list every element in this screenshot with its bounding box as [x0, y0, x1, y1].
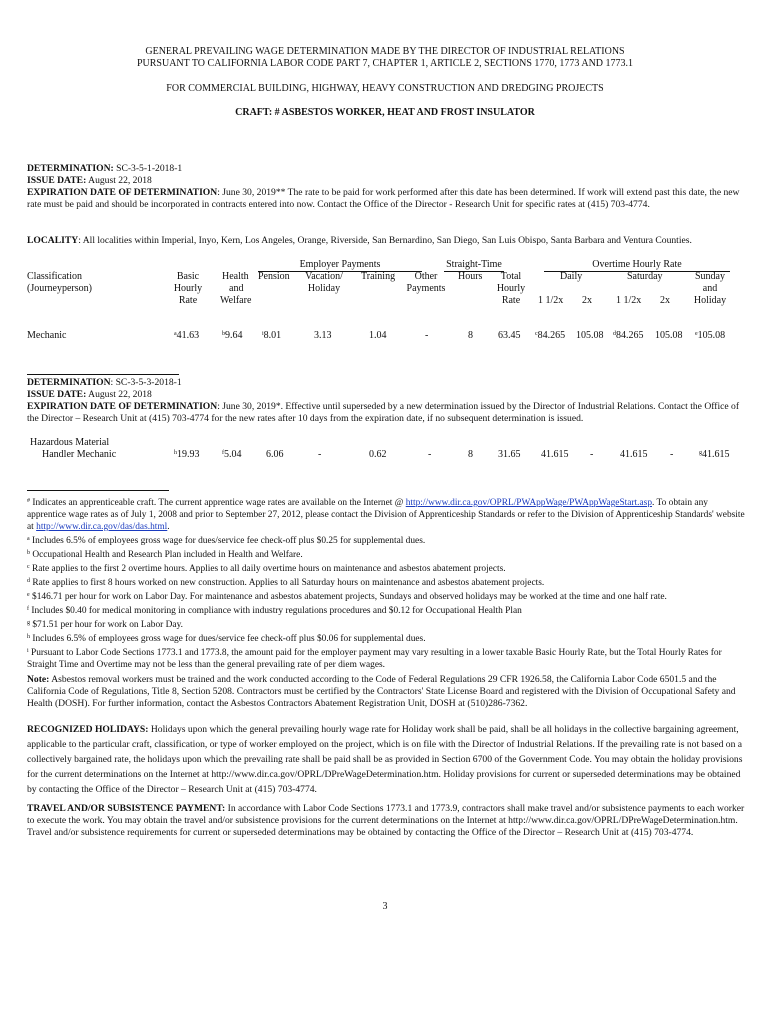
- col-classification: Classification: [27, 271, 82, 282]
- craft-title: CRAFT: # ASBESTOS WORKER, HEAT AND FROST INSULATOR: [235, 107, 535, 118]
- row-mechanic-pension: $^i$8.01: [262, 330, 282, 341]
- col-other: Other: [414, 271, 438, 282]
- locality-block: [27, 235, 745, 247]
- locality-text: : All localities within Imperial, Inyo, Kern, Los Angeles, Orange, Riverside, San Bernardino, San Diego, San Luis Obispo, Santa Barbara and Ventura Counties.: [78, 235, 692, 246]
- expiration-label: EXPIRATION DATE OF DETERMINATION: [27, 187, 218, 198]
- row-mechanic-total: 63.45: [498, 330, 521, 341]
- group-straight-time: Straight-Time: [446, 259, 502, 270]
- col-welfare: Welfare: [220, 295, 252, 306]
- row-hazmat-vacation: -: [318, 449, 322, 460]
- group-employer-payments: Employer Payments: [299, 259, 381, 270]
- col-daily-1-5x: 1 1/2x: [538, 295, 564, 306]
- col-hourly: Hourly: [173, 283, 203, 294]
- row-mechanic-daily-1-5x: $^c$84.265: [535, 330, 566, 341]
- col-sunday-and: and: [702, 283, 718, 294]
- separator-line: [27, 374, 179, 375]
- col-sunday-holiday: Holiday: [693, 295, 727, 306]
- row-mechanic-saturday-1-5x: $^d$84.265: [613, 330, 644, 341]
- footnote-b: $^b$ Occupational Health and Research Plan included in Health and Welfare.: [27, 550, 303, 560]
- row-hazmat-sunday: $^g$41.615: [699, 449, 730, 460]
- row-mechanic-vacation: 3.13: [314, 330, 332, 341]
- col-journeyperson: (Journeyperson): [27, 283, 92, 294]
- col-and: and: [229, 283, 244, 294]
- footnote-a: $^a$ Includes 6.5% of employees gross wage for dues/service fee check-off plus $0.25 for supplemental dues.: [27, 536, 426, 546]
- col-saturday: Saturday: [627, 271, 663, 282]
- row-hazmat-basic: $^h$19.93: [174, 449, 200, 460]
- row-hazmat-daily-2x: -: [590, 449, 594, 460]
- determination-label: DETERMINATION:: [27, 163, 114, 174]
- issue-date-label: ISSUE DATE:: [27, 175, 87, 186]
- row-hazmat-pension: 6.06: [266, 449, 284, 460]
- col-basic: Basic: [176, 271, 200, 282]
- travel-text: In accordance with Labor Code Sections 1773.1 and 1773.9, contractors shall make travel and/or subsistence payments to each worker to execute the work. You may obtain the travel and/or subsistence provisions for the current determinations on the Internet at http://www.dir.ca.gov/OPRL/DPreWageDetermination.htm. Travel and/or subsistence requirements for current or superseded determinations may be obtained by contacting the Office of the Director – Research Unit at (415) 703-4774.: [27, 803, 745, 838]
- row-hazmat-daily-1-5x: 41.615: [541, 449, 569, 460]
- locality-label: LOCALITY: [27, 235, 79, 246]
- holidays-label: RECOGNIZED HOLIDAYS:: [27, 724, 149, 735]
- row-mechanic-basic: $^a$41.63: [174, 330, 200, 341]
- issue-date-value: August 22, 2018: [88, 175, 152, 186]
- row-hazmat-saturday-2x: -: [670, 449, 674, 460]
- footnotes: [27, 495, 745, 671]
- row-mechanic-classification: Mechanic: [27, 330, 67, 341]
- determination-1-block: [27, 163, 745, 211]
- holidays-block: [27, 722, 745, 797]
- header-line-3: FOR COMMERCIAL BUILDING, HIGHWAY, HEAVY CONSTRUCTION AND DREDGING PROJECTS: [166, 83, 604, 94]
- col-payments: Payments: [406, 283, 446, 294]
- row-mechanic-hours: 8: [468, 330, 473, 341]
- row-hazmat-classification-2: Handler Mechanic: [42, 449, 117, 460]
- expiration-2-text: : June 30, 2019*. Effective until superseded by a new determination issued by the Director of Industrial Relations. Contact the Office of the Director – Research Unit at (415) 703-4774 for the new rates after 10 days from the expiration date, if no subsequent determination is issued.: [27, 401, 740, 424]
- col-training: Training: [361, 271, 396, 282]
- footnote-separator: [27, 490, 169, 491]
- col-rate: Rate: [178, 295, 198, 306]
- determination-2-block: [27, 377, 745, 425]
- footnote-c: $^c$ Rate applies to the first 2 overtime hours. Applies to all daily overtime hours on maintenance and asbestos abatement projects.: [27, 564, 506, 574]
- col-daily-2x: 2x: [582, 295, 592, 306]
- issue-date-2-value: August 22, 2018: [88, 389, 152, 400]
- page-number: 3: [382, 901, 388, 912]
- row-hazmat-health: $^f$5.04: [222, 449, 242, 460]
- das-website-link[interactable]: http://www.dir.ca.gov/das/das.html: [36, 522, 168, 532]
- col-pension: Pension: [258, 271, 290, 282]
- col-total-hourly: Hourly: [496, 283, 526, 294]
- row-hazmat-other: -: [428, 449, 432, 460]
- col-saturday-1-5x: 1 1/2x: [616, 295, 642, 306]
- row-mechanic-health: $^b$9.64: [222, 330, 243, 341]
- footnote-i: $^i$ Pursuant to Labor Code Sections 1773.1 and 1773.8, the amount paid for the employer payment may vary resulting in a lower taxable Basic Hourly Rate, but the Total Hourly Rates for Straight Time and Overtime may not be less than the general prevailing rate of per diem wages.: [27, 648, 722, 670]
- footnote-hash: # Indicates an apprenticeable craft. The current apprentice wage rates are available on the Internet @ http://www.dir.ca.gov/OPRL/PWAppWage/PWAppWageStart.asp. To obtain any apprentice wage rates as of July 1, 2008 and prior to September 27, 2012, please contact the Division of Apprenticeship Standards or refer to the Division of Apprenticeship Standards' website at http://www.dir.ca.gov/das/das.html.: [27, 498, 745, 532]
- note-label: Note:: [27, 674, 50, 685]
- row-mechanic-training: 1.04: [369, 330, 387, 341]
- footnote-d: $^d$ Rate applies to first 8 hours worked on new construction. Applies to all Saturday hours on maintenance and asbestos abatement projects.: [27, 578, 545, 588]
- row-mechanic-sunday: $^e$105.08: [695, 330, 726, 341]
- col-hours: Hours: [458, 271, 483, 282]
- footnote-f: $^f$ Includes $0.40 for medical monitoring in compliance with industry regulations procedures and $0.12 for Occupational Health Plan: [27, 606, 522, 616]
- row-mechanic-other: -: [425, 330, 429, 341]
- note-text: Asbestos removal workers must be trained and the work conducted according to the Code of Federal Regulations 29 CFR 1926.58, the California Labor Code 6501.5 and the California Code of Regulations, Title 8, Section 5208. Contractors must be certified by the Contractors' State License Board and registered with the Division of Occupational Safety and Health (DOSH). For further information, contact the Asbestos Contractors Abatement Registration Unit, DOSH at (510)286-7362.: [27, 674, 736, 709]
- row-hazmat-saturday-1-5x: 41.615: [620, 449, 648, 460]
- expiration-text: : June 30, 2019** The rate to be paid for work performed after this date has been determined. If work will extend past this date, the new rate must be paid and should be incorporated in contracts entered into now. Contact the Office of the Director - Research Unit for specific rates at (415) 703-4774.: [27, 187, 740, 210]
- row-mechanic-saturday-2x: 105.08: [655, 330, 683, 341]
- col-vacation: Vacation/: [305, 271, 343, 282]
- determination-2-value: : SC-3-5-3-2018-1: [110, 377, 182, 388]
- row-hazmat-classification-1: Hazardous Material: [30, 437, 110, 448]
- apprentice-wage-link[interactable]: http://www.dir.ca.gov/OPRL/PWAppWage/PWAppWageStart.asp: [405, 498, 653, 508]
- header-line-2: PURSUANT TO CALIFORNIA LABOR CODE PART 7, CHAPTER 1, ARTICLE 2, SECTIONS 1770, 1773 AND 1773.1: [136, 58, 634, 69]
- row-hazmat-hours: 8: [468, 449, 473, 460]
- holidays-text: Holidays upon which the general prevailing hourly wage rate for Holiday work shall be paid, shall be all holidays in the collective bargaining agreement, applicable to the particular craft, classification, or type of worker employed on the project, which is on file with the Director of Industrial Relations. If the prevailing rate is not based on a collectively bargained rate, the holidays upon which the prevailing rate shall be paid shall be as provided in Section 6700 of the Government Code. You may obtain the holiday provisions for the current determinations on the Internet at http://www.dir.ca.gov/OPRL/DPreWageDetermination.htm. Holiday provisions for current or superseded determinations may be obtained by contacting the Office of the Director – Research Unit at (415) 703-4774.: [27, 724, 743, 795]
- note-block: [27, 674, 745, 710]
- row-hazmat-training: 0.62: [369, 449, 387, 460]
- row-mechanic-daily-2x: 105.08: [576, 330, 604, 341]
- expiration-2-label: EXPIRATION DATE OF DETERMINATION: [27, 401, 218, 412]
- col-health: Health: [222, 271, 249, 282]
- header-line-1: GENERAL PREVAILING WAGE DETERMINATION MADE BY THE DIRECTOR OF INDUSTRIAL RELATIONS: [145, 46, 625, 57]
- footnote-g: $^g$ $71.51 per hour for work on Labor Day.: [27, 620, 183, 630]
- travel-block: [27, 803, 745, 839]
- travel-label: TRAVEL AND/OR SUBSISTENCE PAYMENT:: [27, 803, 226, 814]
- col-saturday-2x: 2x: [660, 295, 670, 306]
- determination-2-label: DETERMINATION: [27, 377, 111, 388]
- determination-value: SC-3-5-1-2018-1: [116, 163, 183, 174]
- col-sunday: Sunday: [695, 271, 725, 282]
- col-daily: Daily: [560, 271, 583, 282]
- footnote-h: $^h$ Includes 6.5% of employees gross wage for dues/service fee check-off plus $0.06 for supplemental dues.: [27, 634, 426, 644]
- group-overtime: Overtime Hourly Rate: [592, 259, 682, 270]
- footnote-e: $^e$ $146.71 per hour for work on Labor Day. For maintenance and asbestos abatement projects, Sundays and observed holidays may be worked at the time and one half rate.: [27, 592, 667, 602]
- col-total-rate: Rate: [501, 295, 521, 306]
- col-total: Total: [500, 271, 522, 282]
- issue-date-2-label: ISSUE DATE:: [27, 389, 87, 400]
- row-hazmat-total: 31.65: [498, 449, 521, 460]
- col-holiday: Holiday: [307, 283, 341, 294]
